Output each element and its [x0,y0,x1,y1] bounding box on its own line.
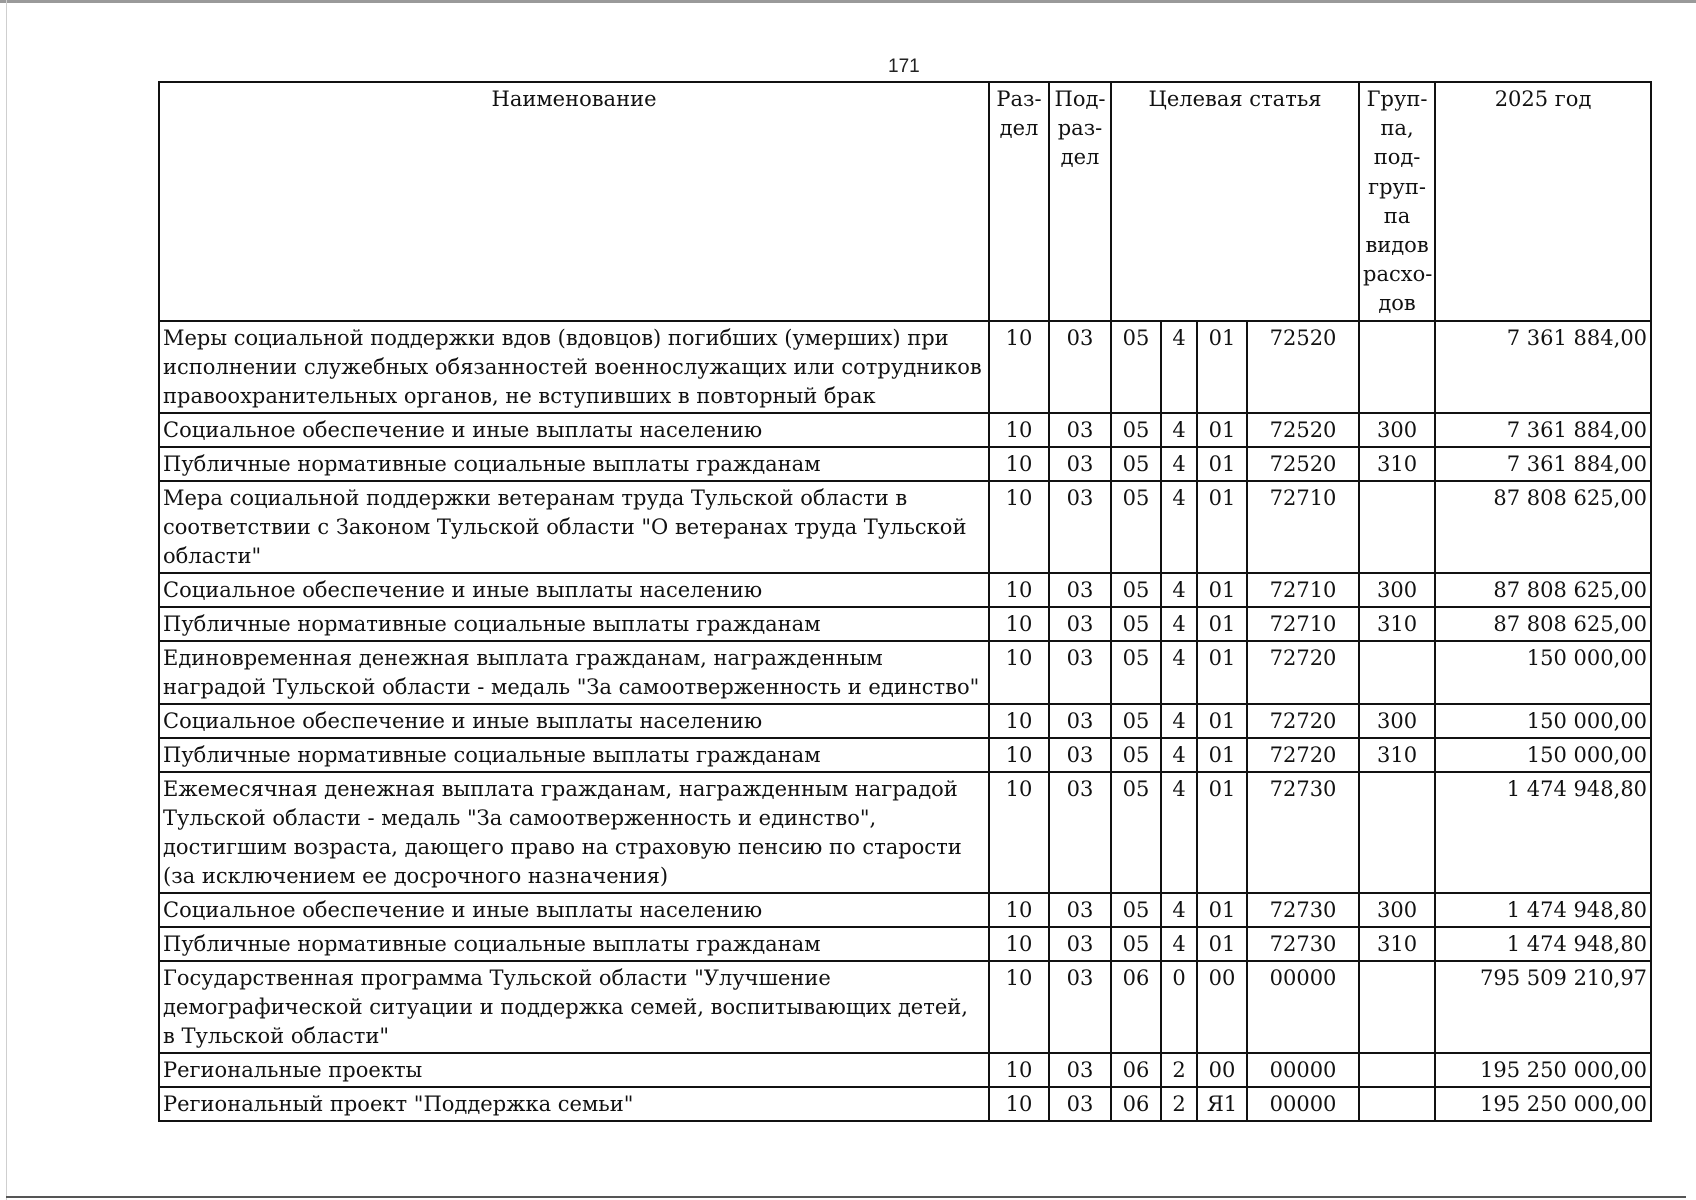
row-name: Социальное обеспечение и иные выплаты населению [159,893,989,927]
row-target-program: 06 [1111,1087,1161,1121]
row-amount: 1 474 948,80 [1435,927,1651,961]
row-target-direction: 72520 [1247,447,1359,481]
row-target-subprogram: 4 [1161,413,1197,447]
row-target-program: 05 [1111,704,1161,738]
row-target-program: 05 [1111,447,1161,481]
row-name: Социальное обеспечение и иные выплаты населению [159,413,989,447]
row-target-event: Я1 [1197,1087,1247,1121]
row-subsection: 03 [1049,481,1111,573]
scan-edge-left [6,0,7,1200]
header-section: Раз-дел [989,82,1049,321]
row-section: 10 [989,1087,1049,1121]
row-amount: 150 000,00 [1435,641,1651,704]
row-expense-group [1359,481,1435,573]
table-row [159,481,1651,573]
row-target-direction: 72720 [1247,704,1359,738]
row-target-event: 01 [1197,772,1247,893]
row-expense-group [1359,321,1435,413]
row-amount: 87 808 625,00 [1435,607,1651,641]
row-target-direction: 72730 [1247,927,1359,961]
row-target-subprogram: 4 [1161,704,1197,738]
row-expense-group [1359,772,1435,893]
table-row [159,413,1651,447]
row-section: 10 [989,1053,1049,1087]
row-subsection: 03 [1049,927,1111,961]
row-name: Ежемесячная денежная выплата гражданам, награжденным наградой Тульской области - медаль "За самоотверженность и единство", достигшим возраста, дающего право на страховую пенсию по старости (за исключением ее досрочного назначения) [159,772,989,893]
row-amount: 1 474 948,80 [1435,772,1651,893]
row-amount: 1 474 948,80 [1435,893,1651,927]
row-target-direction: 72710 [1247,607,1359,641]
row-target-event: 01 [1197,447,1247,481]
row-section: 10 [989,893,1049,927]
table-row [159,641,1651,704]
row-target-subprogram: 0 [1161,961,1197,1053]
row-target-program: 06 [1111,961,1161,1053]
header-row [159,82,1651,321]
row-target-program: 05 [1111,481,1161,573]
row-expense-group [1359,641,1435,704]
row-target-event: 01 [1197,738,1247,772]
row-section: 10 [989,738,1049,772]
header-name: Наименование [159,82,989,321]
row-target-subprogram: 4 [1161,573,1197,607]
scan-edge-bottom [6,1196,1686,1198]
row-section: 10 [989,447,1049,481]
scan-edge-top [0,0,1696,3]
row-expense-group: 310 [1359,738,1435,772]
row-target-event: 01 [1197,704,1247,738]
row-amount: 87 808 625,00 [1435,481,1651,573]
row-expense-group: 300 [1359,893,1435,927]
table-row [159,961,1651,1053]
row-target-subprogram: 4 [1161,481,1197,573]
row-expense-group: 300 [1359,704,1435,738]
table-row [159,927,1651,961]
row-section: 10 [989,961,1049,1053]
row-target-program: 05 [1111,738,1161,772]
row-name: Мера социальной поддержки ветеранам труда Тульской области в соответствии с Законом Тульской области "О ветеранах труда Тульской области" [159,481,989,573]
row-target-direction: 72720 [1247,738,1359,772]
header-subsection: Под-раз-дел [1049,82,1111,321]
row-subsection: 03 [1049,961,1111,1053]
row-section: 10 [989,927,1049,961]
row-target-direction: 72730 [1247,893,1359,927]
row-subsection: 03 [1049,413,1111,447]
row-target-event: 00 [1197,961,1247,1053]
row-subsection: 03 [1049,1053,1111,1087]
row-subsection: 03 [1049,607,1111,641]
row-section: 10 [989,573,1049,607]
row-amount: 7 361 884,00 [1435,413,1651,447]
row-name: Публичные нормативные социальные выплаты гражданам [159,738,989,772]
row-expense-group: 310 [1359,927,1435,961]
row-expense-group: 310 [1359,607,1435,641]
row-section: 10 [989,481,1049,573]
header-target-article: Целевая статья [1111,82,1359,321]
table-row [159,573,1651,607]
row-name: Региональные проекты [159,1053,989,1087]
row-amount: 150 000,00 [1435,704,1651,738]
row-name: Региональный проект "Поддержка семьи" [159,1087,989,1121]
row-target-program: 05 [1111,772,1161,893]
header-year: 2025 год [1435,82,1651,321]
row-expense-group: 310 [1359,447,1435,481]
row-subsection: 03 [1049,573,1111,607]
row-target-event: 01 [1197,481,1247,573]
row-expense-group [1359,1053,1435,1087]
row-subsection: 03 [1049,738,1111,772]
row-amount: 195 250 000,00 [1435,1053,1651,1087]
row-target-direction: 72710 [1247,573,1359,607]
row-subsection: 03 [1049,321,1111,413]
row-target-direction: 72520 [1247,413,1359,447]
row-target-program: 05 [1111,927,1161,961]
row-target-event: 00 [1197,1053,1247,1087]
row-expense-group: 300 [1359,413,1435,447]
budget-table [158,81,1652,1122]
row-amount: 7 361 884,00 [1435,447,1651,481]
row-target-event: 01 [1197,927,1247,961]
table-row [159,1053,1651,1087]
table-row [159,704,1651,738]
row-target-subprogram: 2 [1161,1053,1197,1087]
row-amount: 195 250 000,00 [1435,1087,1651,1121]
table-row [159,893,1651,927]
row-subsection: 03 [1049,772,1111,893]
row-amount: 150 000,00 [1435,738,1651,772]
row-amount: 87 808 625,00 [1435,573,1651,607]
row-target-program: 05 [1111,573,1161,607]
row-target-event: 01 [1197,607,1247,641]
row-name: Государственная программа Тульской области "Улучшение демографической ситуации и поддержка семей, воспитывающих детей, в Тульской области" [159,961,989,1053]
row-section: 10 [989,413,1049,447]
row-target-direction: 00000 [1247,961,1359,1053]
row-expense-group [1359,961,1435,1053]
row-target-program: 05 [1111,321,1161,413]
row-target-direction: 72730 [1247,772,1359,893]
row-target-event: 01 [1197,893,1247,927]
row-target-program: 06 [1111,1053,1161,1087]
row-target-subprogram: 4 [1161,321,1197,413]
row-section: 10 [989,607,1049,641]
table-row [159,447,1651,481]
page-number: 171 [888,56,920,77]
table-row [159,1087,1651,1121]
row-target-event: 01 [1197,573,1247,607]
row-target-direction: 72710 [1247,481,1359,573]
row-name: Социальное обеспечение и иные выплаты населению [159,704,989,738]
row-name: Меры социальной поддержки вдов (вдовцов) погибших (умерших) при исполнении служебных обязанностей военнослужащих или сотрудников правоохранительных органов, не вступивших в повторный брак [159,321,989,413]
row-target-event: 01 [1197,641,1247,704]
table-row [159,772,1651,893]
row-target-subprogram: 4 [1161,607,1197,641]
table-row [159,607,1651,641]
row-target-program: 05 [1111,607,1161,641]
row-target-direction: 00000 [1247,1053,1359,1087]
row-target-direction: 72520 [1247,321,1359,413]
row-name: Публичные нормативные социальные выплаты гражданам [159,927,989,961]
header-expense-group: Груп-па, под-груп-па видов расхо-дов [1359,82,1435,321]
row-target-subprogram: 4 [1161,738,1197,772]
row-name: Публичные нормативные социальные выплаты гражданам [159,607,989,641]
row-amount: 795 509 210,97 [1435,961,1651,1053]
row-subsection: 03 [1049,641,1111,704]
row-target-subprogram: 4 [1161,447,1197,481]
row-subsection: 03 [1049,447,1111,481]
row-section: 10 [989,704,1049,738]
row-name: Публичные нормативные социальные выплаты гражданам [159,447,989,481]
row-target-program: 05 [1111,413,1161,447]
table-row [159,738,1651,772]
row-amount: 7 361 884,00 [1435,321,1651,413]
table-row [159,321,1651,413]
row-subsection: 03 [1049,893,1111,927]
row-expense-group: 300 [1359,573,1435,607]
row-target-subprogram: 4 [1161,893,1197,927]
row-subsection: 03 [1049,1087,1111,1121]
row-expense-group [1359,1087,1435,1121]
row-target-subprogram: 4 [1161,641,1197,704]
row-target-direction: 72720 [1247,641,1359,704]
row-target-subprogram: 4 [1161,772,1197,893]
row-target-subprogram: 4 [1161,927,1197,961]
row-target-event: 01 [1197,321,1247,413]
row-target-direction: 00000 [1247,1087,1359,1121]
row-subsection: 03 [1049,704,1111,738]
row-section: 10 [989,772,1049,893]
row-section: 10 [989,321,1049,413]
row-target-event: 01 [1197,413,1247,447]
row-name: Единовременная денежная выплата гражданам, награжденным наградой Тульской области - медаль "За самоотверженность и единство" [159,641,989,704]
row-name: Социальное обеспечение и иные выплаты населению [159,573,989,607]
row-section: 10 [989,641,1049,704]
row-target-program: 05 [1111,893,1161,927]
row-target-program: 05 [1111,641,1161,704]
row-target-subprogram: 2 [1161,1087,1197,1121]
